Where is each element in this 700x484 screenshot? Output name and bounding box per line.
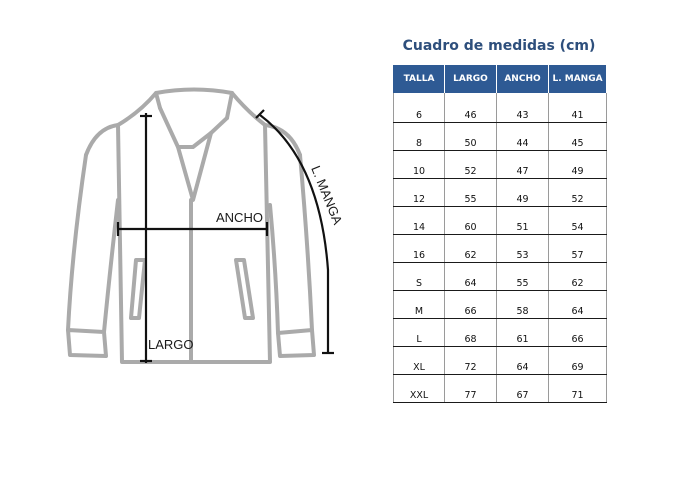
size-row xyxy=(394,235,607,263)
cell-length: 60 xyxy=(445,207,497,235)
header-sleeve: L. MANGA xyxy=(549,65,607,93)
cell-length: 68 xyxy=(445,319,497,347)
size-row xyxy=(394,375,607,403)
cell-size: 14 xyxy=(394,207,445,235)
cell-sleeve: 71 xyxy=(549,375,607,403)
cell-width: 47 xyxy=(497,151,549,179)
header-width: ANCHO xyxy=(497,65,549,93)
size-row xyxy=(394,347,607,375)
cell-size: S xyxy=(394,263,445,291)
size-row xyxy=(394,207,607,235)
cell-sleeve: 45 xyxy=(549,123,607,151)
cell-width: 64 xyxy=(497,347,549,375)
cell-sleeve: 57 xyxy=(549,235,607,263)
cell-size: 16 xyxy=(394,235,445,263)
cell-sleeve: 52 xyxy=(549,179,607,207)
cell-sleeve: 62 xyxy=(549,263,607,291)
cell-length: 52 xyxy=(445,151,497,179)
size-row xyxy=(394,93,607,123)
cell-width: 67 xyxy=(497,375,549,403)
cell-sleeve: 69 xyxy=(549,347,607,375)
size-row xyxy=(394,179,607,207)
header-size: TALLA xyxy=(394,65,445,93)
cell-length: 72 xyxy=(445,347,497,375)
size-table-header xyxy=(394,65,607,93)
measurement-lines xyxy=(118,110,334,363)
size-table xyxy=(393,65,607,403)
cell-sleeve: 54 xyxy=(549,207,607,235)
size-row xyxy=(394,291,607,319)
cell-width: 53 xyxy=(497,235,549,263)
cell-length: 46 xyxy=(445,93,497,123)
cell-width: 49 xyxy=(497,179,549,207)
cell-sleeve: 41 xyxy=(549,93,607,123)
width-label: ANCHO xyxy=(216,210,263,225)
length-label: LARGO xyxy=(148,337,194,352)
cell-width: 51 xyxy=(497,207,549,235)
cell-width: 43 xyxy=(497,93,549,123)
cell-sleeve: 64 xyxy=(549,291,607,319)
cell-size: 10 xyxy=(394,151,445,179)
cell-length: 77 xyxy=(445,375,497,403)
size-row xyxy=(394,319,607,347)
cell-width: 58 xyxy=(497,291,549,319)
cell-size: XL xyxy=(394,347,445,375)
sleeve-label: L. MANGA xyxy=(308,163,346,227)
cell-size: 6 xyxy=(394,93,445,123)
cell-sleeve: 66 xyxy=(549,319,607,347)
cell-size: 8 xyxy=(394,123,445,151)
cell-size: M xyxy=(394,291,445,319)
cell-length: 50 xyxy=(445,123,497,151)
cell-length: 62 xyxy=(445,235,497,263)
cell-width: 44 xyxy=(497,123,549,151)
cell-length: 55 xyxy=(445,179,497,207)
cell-length: 64 xyxy=(445,263,497,291)
chart-title: Cuadro de medidas (cm) xyxy=(402,38,596,54)
cell-size: 12 xyxy=(394,179,445,207)
header-length: LARGO xyxy=(445,65,497,93)
cell-sleeve: 49 xyxy=(549,151,607,179)
cell-size: L xyxy=(394,319,445,347)
cell-width: 61 xyxy=(497,319,549,347)
cell-length: 66 xyxy=(445,291,497,319)
cell-size: XXL xyxy=(394,375,445,403)
size-row xyxy=(394,151,607,179)
size-row xyxy=(394,123,607,151)
cell-width: 55 xyxy=(497,263,549,291)
size-row xyxy=(394,263,607,291)
